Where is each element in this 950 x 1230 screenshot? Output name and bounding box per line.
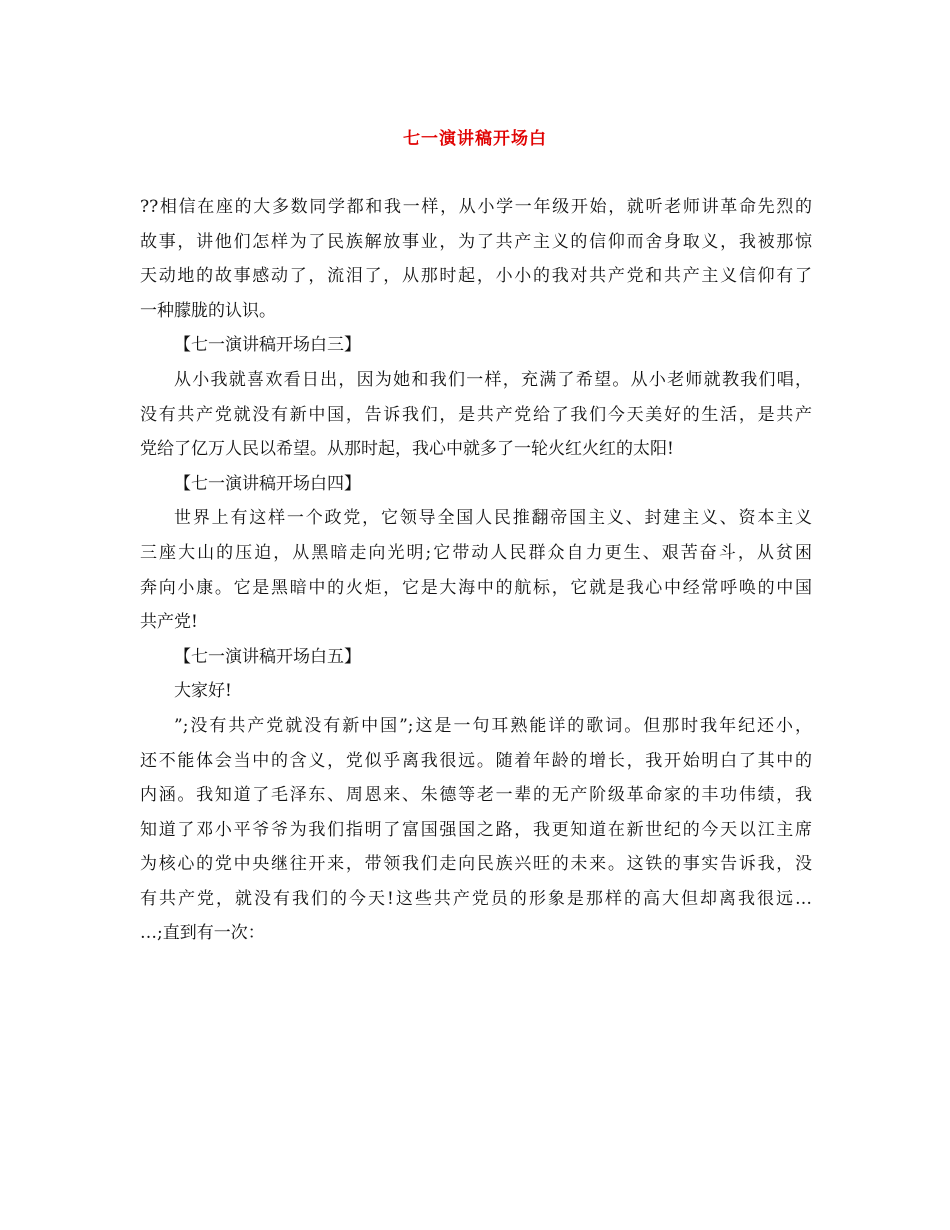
document-title: 七一演讲稿开场白 bbox=[403, 129, 547, 149]
body-line: 奔向小康。它是黑暗中的火炬，它是大海中的航标，它就是我心中经常呼唤的中国 bbox=[140, 577, 812, 598]
body-line: 没有共产党就没有新中国，告诉我们，是共产党给了我们今天美好的生活，是共产 bbox=[140, 404, 812, 425]
body-line: 为核心的党中央继往开来，带领我们走向民族兴旺的未来。这铁的事实告诉我，没 bbox=[140, 854, 812, 875]
greeting-line: 大家好! bbox=[174, 681, 232, 702]
body-line: 从小我就喜欢看日出，因为她和我们一样，充满了希望。从小老师就教我们唱， bbox=[174, 369, 812, 390]
section-heading: 【七一演讲稿开场白五】 bbox=[174, 646, 361, 667]
body-line: 故事，讲他们怎样为了民族解放事业，为了共产主义的信仰而舍身取义，我被那惊 bbox=[140, 231, 812, 252]
body-line: 三座大山的压迫，从黑暗走向光明;它带动人民群众自力更生、艰苦奋斗，从贫困 bbox=[140, 542, 812, 563]
body-line: 天动地的故事感动了，流泪了，从那时起，小小的我对共产党和共产主义信仰有了 bbox=[140, 266, 812, 287]
body-line: …;直到有一次： bbox=[140, 923, 265, 944]
body-line: ”;没有共产党就没有新中国”;这是一句耳熟能详的歌词。但那时我年纪还小， bbox=[174, 715, 812, 736]
document-body bbox=[140, 190, 812, 951]
section-heading: 【七一演讲稿开场白四】 bbox=[174, 473, 361, 494]
body-line: 世界上有这样一个政党，它领导全国人民推翻帝国主义、封建主义、资本主义 bbox=[174, 508, 812, 529]
body-line: 一种朦胧的认识。 bbox=[140, 300, 276, 321]
body-line: 共产党! bbox=[140, 612, 198, 633]
body-line: 内涵。我知道了毛泽东、周恩来、朱德等老一辈的无产阶级革命家的丰功伟绩，我 bbox=[140, 785, 812, 806]
body-line: 知道了邓小平爷爷为我们指明了富国强国之路，我更知道在新世纪的今天以江主席 bbox=[140, 819, 812, 840]
body-line: ??相信在座的大多数同学都和我一样，从小学一年级开始，就听老师讲革命先烈的 bbox=[140, 197, 812, 217]
body-line: 还不能体会当中的含义，党似乎离我很远。随着年龄的增长，我开始明白了其中的 bbox=[140, 750, 812, 771]
body-line: 有共产党，就没有我们的今天!这些共产党员的形象是那样的高大但却离我很远… bbox=[140, 888, 812, 909]
body-line: 党给了亿万人民以希望。从那时起，我心中就多了一轮火红火红的太阳! bbox=[140, 439, 674, 460]
section-heading: 【七一演讲稿开场白三】 bbox=[174, 335, 361, 356]
